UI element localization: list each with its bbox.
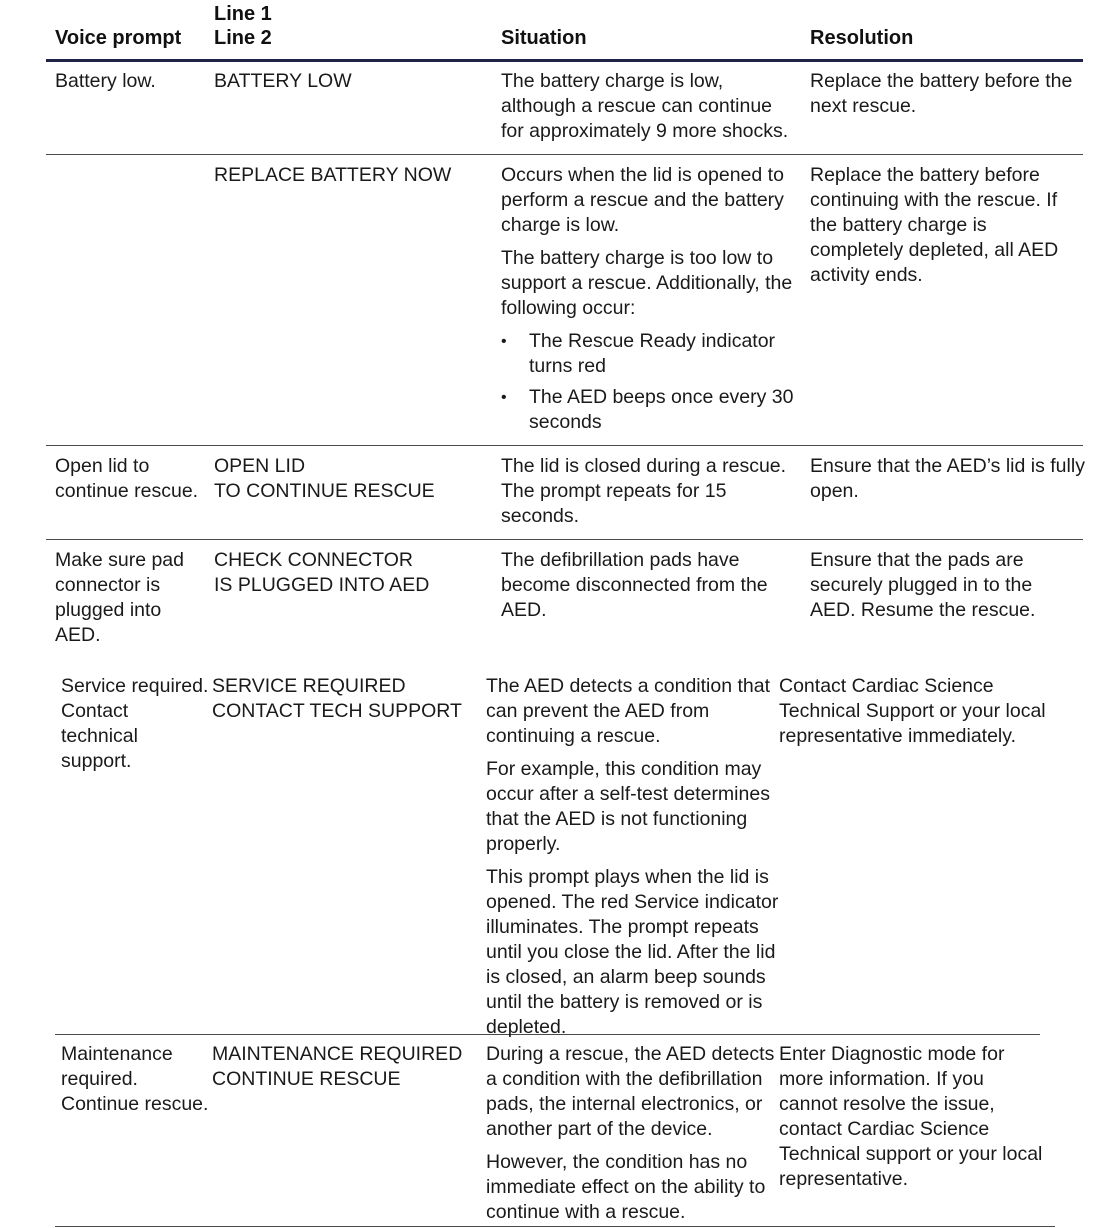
situation-line: for approximately 9 more shocks. — [501, 120, 789, 142]
header-situation: Situation — [501, 27, 587, 49]
resolution-line: Technical support or your local — [779, 1143, 1043, 1165]
resolution-line: open. — [810, 480, 859, 502]
resolution-line: cannot resolve the issue, — [779, 1093, 995, 1115]
situation-line: The AED detects a condition that — [486, 675, 771, 697]
header-line1: Line 1 — [214, 3, 272, 25]
situation-paragraph — [486, 865, 791, 1040]
voice-prompt-line: technical — [61, 725, 138, 747]
situation-line: can prevent the AED from — [486, 700, 710, 722]
situation-line: is closed, an alarm beep sounds — [486, 966, 766, 988]
header-voice-prompt: Voice prompt — [55, 27, 182, 49]
situation-bullet-line: turns red — [529, 355, 606, 377]
display-text-cell — [214, 548, 484, 598]
display-text-cell — [212, 674, 482, 724]
situation-line: another part of the device. — [486, 1118, 713, 1140]
situation-line: although a rescue can continue — [501, 95, 773, 117]
situation-paragraph — [501, 548, 806, 623]
display-text-cell — [214, 163, 484, 188]
header-resolution: Resolution — [810, 27, 914, 49]
voice-prompt-cell — [55, 454, 205, 504]
resolution-cell — [810, 548, 1110, 623]
display-text-cell — [214, 454, 484, 504]
voice-prompt-cell — [61, 1042, 211, 1117]
resolution-line: Replace the battery before the — [810, 70, 1073, 92]
voice-prompt-line: Continue rescue. — [61, 1093, 209, 1115]
row-divider — [46, 539, 1083, 540]
voice-prompt-line: AED. — [55, 624, 101, 646]
situation-line: following occur: — [501, 297, 636, 319]
situation-line: until the battery is removed or is — [486, 991, 763, 1013]
resolution-line: Replace the battery before — [810, 164, 1040, 186]
situation-line: continue with a rescue. — [486, 1201, 686, 1223]
situation-line: become disconnected from the — [501, 574, 768, 596]
situation-line: illuminates. The prompt repeats — [486, 916, 759, 938]
situation-line: immediate effect on the ability to — [486, 1176, 766, 1198]
resolution-line: Technical Support or your local — [779, 700, 1046, 722]
display-text-line: REPLACE BATTERY NOW — [214, 164, 452, 186]
header-rule — [46, 59, 1083, 62]
voice-prompt-line: plugged into — [55, 599, 162, 621]
situation-bullet — [501, 329, 806, 379]
situation-paragraph — [486, 1042, 791, 1142]
resolution-line: more information. If you — [779, 1068, 984, 1090]
situation-bullet-line: • The AED beeps once every 30 — [529, 386, 794, 408]
situation-line: This prompt plays when the lid is — [486, 866, 769, 888]
display-text-line: CONTINUE RESCUE — [212, 1068, 401, 1090]
resolution-line: Ensure that the pads are — [810, 549, 1024, 571]
situation-line: The defibrillation pads have — [501, 549, 740, 571]
resolution-line: representative. — [779, 1168, 908, 1190]
situation-paragraph — [501, 163, 806, 238]
situation-bullet-line: seconds — [529, 411, 602, 433]
situation-cell — [501, 163, 806, 435]
voice-prompt-line: support. — [61, 750, 132, 772]
situation-line: The prompt repeats for 15 — [501, 480, 727, 502]
display-text-line: TO CONTINUE RESCUE — [214, 480, 435, 502]
situation-line: that the AED is not functioning — [486, 808, 748, 830]
situation-line: support a rescue. Additionally, the — [501, 272, 793, 294]
situation-paragraph — [501, 454, 806, 529]
situation-line: until you close the lid. After the lid — [486, 941, 776, 963]
row-divider — [55, 1226, 1055, 1227]
situation-paragraph — [486, 674, 791, 749]
situation-cell — [486, 1042, 791, 1225]
situation-line: a condition with the defibrillation — [486, 1068, 763, 1090]
situation-line: However, the condition has no — [486, 1151, 748, 1173]
voice-prompt-line: Make sure pad — [55, 549, 184, 571]
situation-cell — [501, 548, 806, 623]
situation-line: The lid is closed during a rescue. — [501, 455, 787, 477]
situation-line: occur after a self-test determines — [486, 783, 770, 805]
voice-prompt-cell — [61, 674, 211, 774]
voice-prompt-cell — [55, 548, 205, 648]
resolution-line: contact Cardiac Science — [779, 1118, 990, 1140]
resolution-line: securely plugged in to the — [810, 574, 1033, 596]
voice-prompt-cell — [55, 69, 205, 94]
situation-cell — [501, 69, 806, 144]
display-text-cell — [212, 1042, 482, 1092]
resolution-cell — [779, 674, 1079, 749]
situation-line: perform a rescue and the battery — [501, 189, 784, 211]
resolution-cell — [810, 454, 1110, 504]
situation-line: seconds. — [501, 505, 580, 527]
resolution-cell — [779, 1042, 1079, 1192]
row-divider — [46, 445, 1083, 446]
voice-prompt-line: continue rescue. — [55, 480, 199, 502]
display-text-line: SERVICE REQUIRED — [212, 675, 406, 697]
situation-paragraph — [486, 757, 791, 857]
resolution-line: Enter Diagnostic mode for — [779, 1043, 1005, 1065]
situation-line: pads, the internal electronics, or — [486, 1093, 763, 1115]
situation-line: Occurs when the lid is opened to — [501, 164, 784, 186]
situation-cell — [486, 674, 791, 1040]
situation-line: continuing a rescue. — [486, 725, 661, 747]
display-text-cell — [214, 69, 484, 94]
voice-prompt-line: Service required. — [61, 675, 209, 697]
situation-bullet-line: • The Rescue Ready indicator — [529, 330, 776, 352]
situation-line: depleted. — [486, 1016, 567, 1038]
voice-prompt-line: Open lid to — [55, 455, 150, 477]
display-text-line: BATTERY LOW — [214, 70, 352, 92]
situation-cell — [501, 454, 806, 529]
voice-prompt-line: Contact — [61, 700, 129, 722]
resolution-line: the battery charge is — [810, 214, 987, 236]
resolution-line: next rescue. — [810, 95, 917, 117]
resolution-line: continuing with the rescue. If — [810, 189, 1058, 211]
situation-line: properly. — [486, 833, 561, 855]
display-text-line: MAINTENANCE REQUIRED — [212, 1043, 463, 1065]
display-text-line: OPEN LID — [214, 455, 306, 477]
resolution-line: representative immediately. — [779, 725, 1016, 747]
row-divider — [46, 154, 1083, 155]
resolution-line: Ensure that the AED’s lid is fully — [810, 455, 1085, 477]
situation-line: During a rescue, the AED detects — [486, 1043, 775, 1065]
situation-line: The battery charge is too low to — [501, 247, 774, 269]
situation-line: charge is low. — [501, 214, 620, 236]
situation-line: For example, this condition may — [486, 758, 762, 780]
situation-line: AED. — [501, 599, 547, 621]
situation-bullet — [501, 385, 806, 435]
voice-prompt-line: required. — [61, 1068, 138, 1090]
situation-paragraph — [486, 1150, 791, 1225]
voice-prompt-line: Battery low. — [55, 70, 156, 92]
display-text-line: CHECK CONNECTOR — [214, 549, 413, 571]
display-text-line: IS PLUGGED INTO AED — [214, 574, 430, 596]
header-line2: Line 2 — [214, 27, 272, 49]
display-text-line: CONTACT TECH SUPPORT — [212, 700, 462, 722]
voice-prompt-line: connector is — [55, 574, 161, 596]
resolution-line: AED. Resume the rescue. — [810, 599, 1036, 621]
resolution-line: Contact Cardiac Science — [779, 675, 994, 697]
situation-paragraph — [501, 246, 806, 321]
situation-paragraph — [501, 69, 806, 144]
resolution-line: completely depleted, all AED — [810, 239, 1059, 261]
resolution-line: activity ends. — [810, 264, 923, 286]
situation-line: opened. The red Service indicator — [486, 891, 779, 913]
voice-prompt-line: Maintenance — [61, 1043, 173, 1065]
situation-line: The battery charge is low, — [501, 70, 724, 92]
resolution-cell — [810, 69, 1110, 119]
resolution-cell — [810, 163, 1110, 288]
